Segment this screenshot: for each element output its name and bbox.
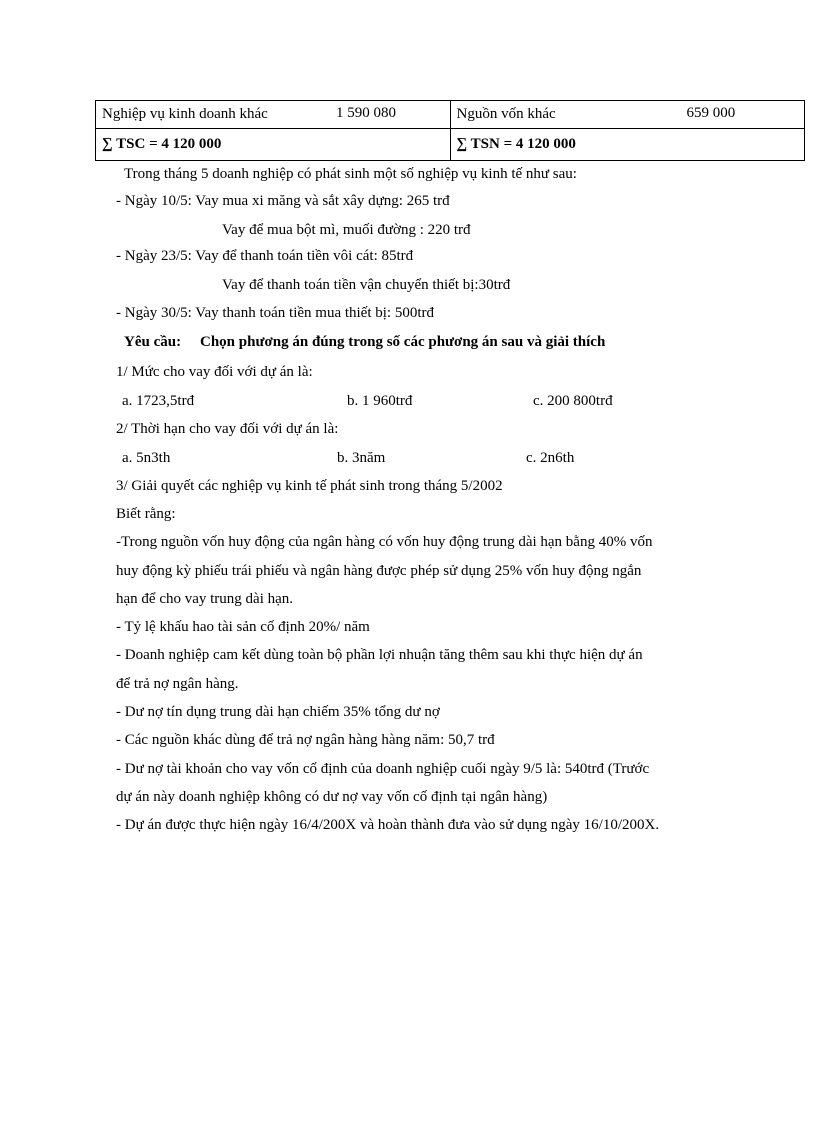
- table-row: [96, 129, 805, 161]
- q2-option-b: b. 3năm: [337, 450, 386, 466]
- transaction-line: - Ngày 23/5: Vay để thanh toán tiền vôi cát: 85trđ: [116, 248, 414, 264]
- other-business-value: 1 590 080: [336, 105, 396, 121]
- transaction-line: Vay để mua bột mì, muối đường : 220 trđ: [222, 222, 471, 238]
- fact-line: để trả nợ ngân hàng.: [116, 676, 239, 692]
- fact-line: - Dư nợ tín dụng trung dài hạn chiếm 35% tổng dư nợ: [116, 704, 440, 720]
- other-capital-label: Nguồn vốn khác: [456, 106, 556, 122]
- other-business-label: Nghiệp vụ kinh doanh khác: [102, 106, 268, 122]
- fact-line: - Dư nợ tài khoản cho vay vốn cố định của doanh nghiệp cuối ngày 9/5 là: 540trđ (Trước: [116, 761, 650, 777]
- fact-line: - Tỷ lệ khấu hao tài sản cố định 20%/ năm: [116, 619, 370, 635]
- requirement-label: Yêu cầu:: [124, 334, 182, 350]
- q1-option-b: b. 1 960trđ: [347, 393, 413, 409]
- transaction-line: Vay để thanh toán tiền vận chuyển thiết bị:30trđ: [222, 277, 511, 293]
- question-1: 1/ Mức cho vay đối với dự án là:: [116, 364, 313, 380]
- q1-option-c: c. 200 800trđ: [533, 393, 613, 409]
- question-2: 2/ Thời hạn cho vay đối với dự án là:: [116, 421, 339, 437]
- table-cell-right: [450, 101, 805, 129]
- balance-table: [95, 100, 805, 161]
- fact-line: - Doanh nghiệp cam kết dùng toàn bộ phần lợi nhuận tăng thêm sau khi thực hiện dự án: [116, 647, 643, 663]
- question-3: 3/ Giải quyết các nghiệp vụ kinh tế phát sinh trong tháng 5/2002: [116, 478, 503, 494]
- fact-line: huy động kỳ phiếu trái phiếu và ngân hàng được phép sử dụng 25% vốn huy động ngắn: [116, 563, 642, 579]
- fact-line: dự án này doanh nghiệp không có dư nợ vay vốn cố định tại ngân hàng): [116, 789, 548, 805]
- table-row: [96, 101, 805, 129]
- fact-line: - Dự án được thực hiện ngày 16/4/200X và hoàn thành đưa vào sử dụng ngày 16/10/200X.: [116, 817, 660, 833]
- known-label: Biết rằng:: [116, 506, 176, 522]
- q1-option-a: a. 1723,5trđ: [122, 393, 195, 409]
- total-assets-cell: ∑ TSC = 4 120 000: [96, 129, 451, 161]
- other-capital-value: 659 000: [686, 105, 736, 121]
- q2-option-c: c. 2n6th: [526, 450, 575, 466]
- table-cell-left: [96, 101, 451, 129]
- requirement-text: Chọn phương án đúng trong số các phương án sau và giải thích: [200, 334, 606, 350]
- q2-option-a: a. 5n3th: [122, 450, 171, 466]
- fact-line: - Các nguồn khác dùng để trả nợ ngân hàng hàng năm: 50,7 trđ: [116, 732, 495, 748]
- fact-line: hạn để cho vay trung dài hạn.: [116, 591, 294, 607]
- fact-line: -Trong nguồn vốn huy động của ngân hàng có vốn huy động trung dài hạn bằng 40% vốn: [116, 534, 653, 550]
- intro-text: Trong tháng 5 doanh nghiệp có phát sinh một số nghiệp vụ kinh tế như sau:: [124, 166, 577, 182]
- transaction-line: - Ngày 30/5: Vay thanh toán tiền mua thiết bị: 500trđ: [116, 305, 435, 321]
- total-sources-cell: ∑ TSN = 4 120 000: [450, 129, 805, 161]
- transaction-line: - Ngày 10/5: Vay mua xi măng và sắt xây dựng: 265 trđ: [116, 193, 450, 209]
